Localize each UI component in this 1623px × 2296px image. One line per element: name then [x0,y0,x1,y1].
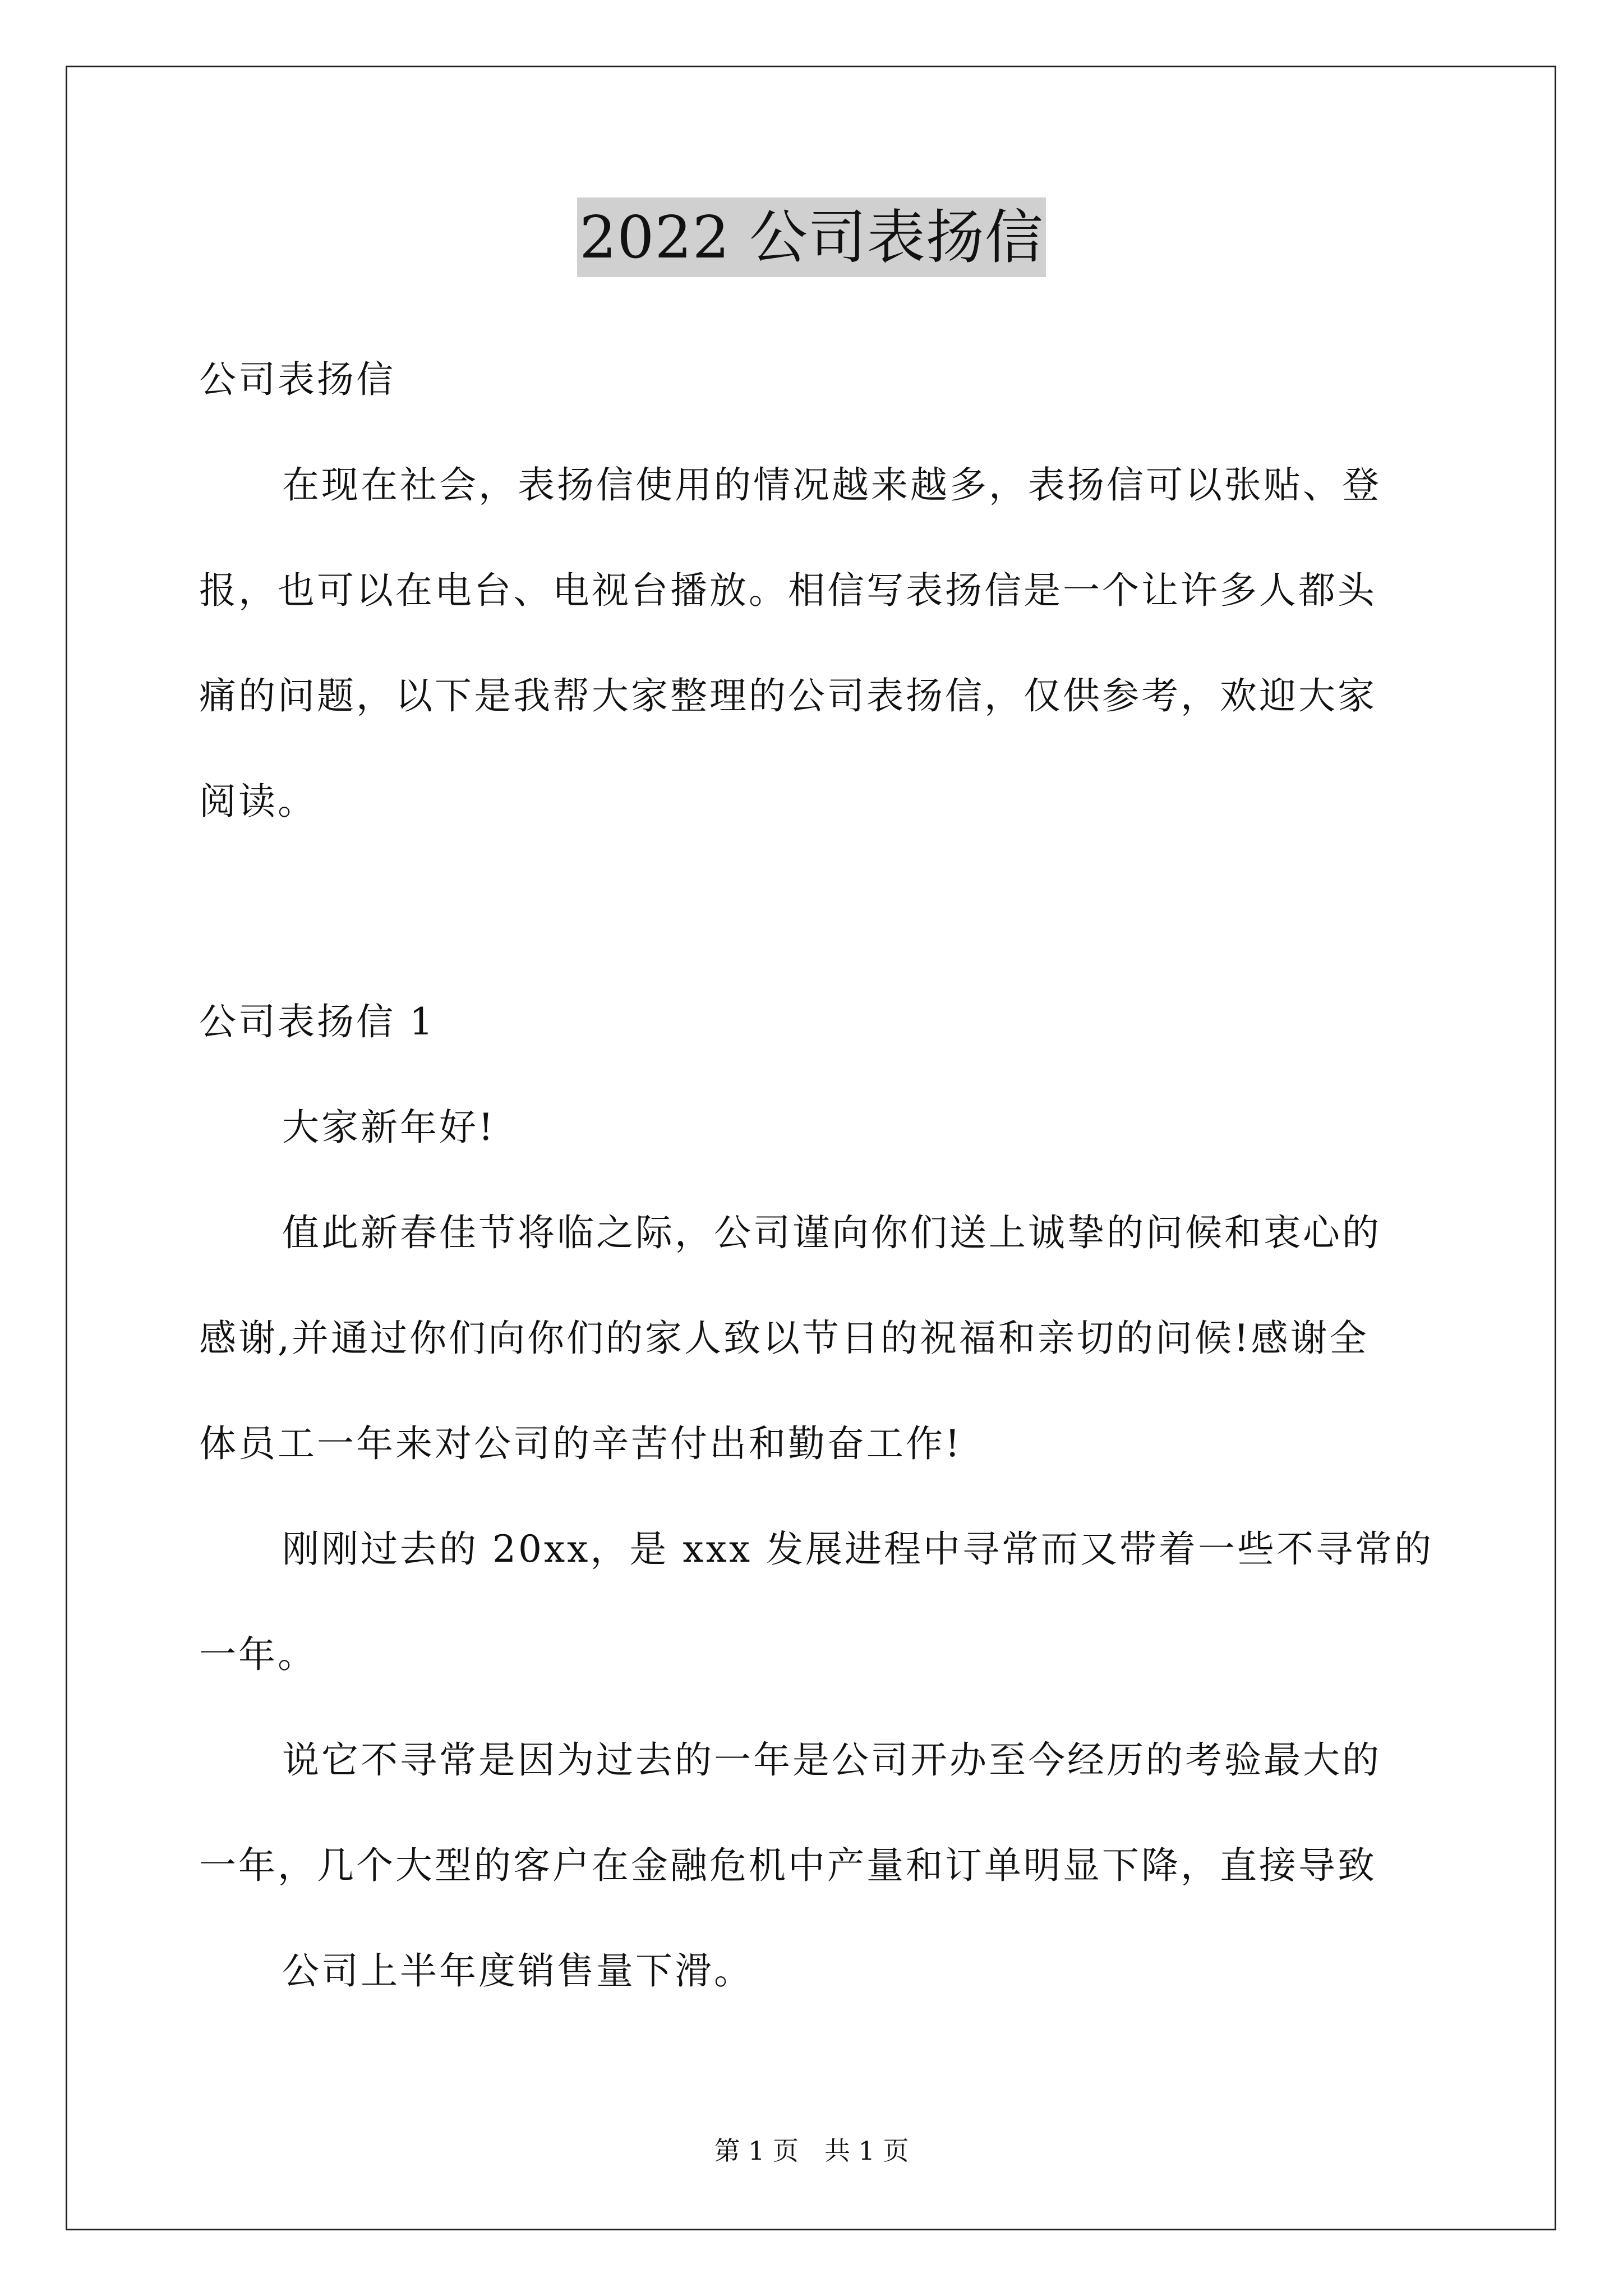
paragraph-line: 报，也可以在电台、电视台播放。相信写表扬信是一个让许多人都头 [199,569,1377,612]
paragraph-line: 一年。 [199,1633,317,1676]
title-wrap [0,197,1623,277]
paragraph-line: 体员工一年来对公司的辛苦付出和勤奋工作! [199,1422,962,1465]
paragraph-line: 刚刚过去的 20xx，是 xxx 发展进程中寻常而又带着一些不寻常的 [282,1527,1434,1571]
paragraph-line: 痛的问题，以下是我帮大家整理的公司表扬信，仅供参考，欢迎大家 [199,674,1377,717]
paragraph-line: 感谢,并通过你们向你们的家人致以节日的祝福和亲切的问候!感谢全 [199,1317,1369,1360]
paragraph-line: 在现在社会，表扬信使用的情况越来越多，表扬信可以张贴、登 [282,463,1381,507]
document-title: 2022 公司表扬信 [577,197,1046,277]
page-footer: 第 1 页 共 1 页 [714,2136,909,2166]
paragraph-line: 公司上半年度销售量下滑。 [282,1949,753,1993]
paragraph-line: 大家新年好! [282,1106,496,1149]
section-heading: 公司表扬信 [199,358,395,401]
section-heading: 公司表扬信 1 [199,1000,435,1043]
paragraph-line: 阅读。 [199,780,317,823]
paragraph-line: 说它不寻常是因为过去的一年是公司开办至今经历的考验最大的 [282,1738,1381,1782]
paragraph-line: 值此新春佳节将临之际，公司谨向你们送上诚挚的问候和衷心的 [282,1211,1381,1254]
paragraph-line: 一年，几个大型的客户在金融危机中产量和订单明显下降，直接导致 [199,1844,1377,1887]
